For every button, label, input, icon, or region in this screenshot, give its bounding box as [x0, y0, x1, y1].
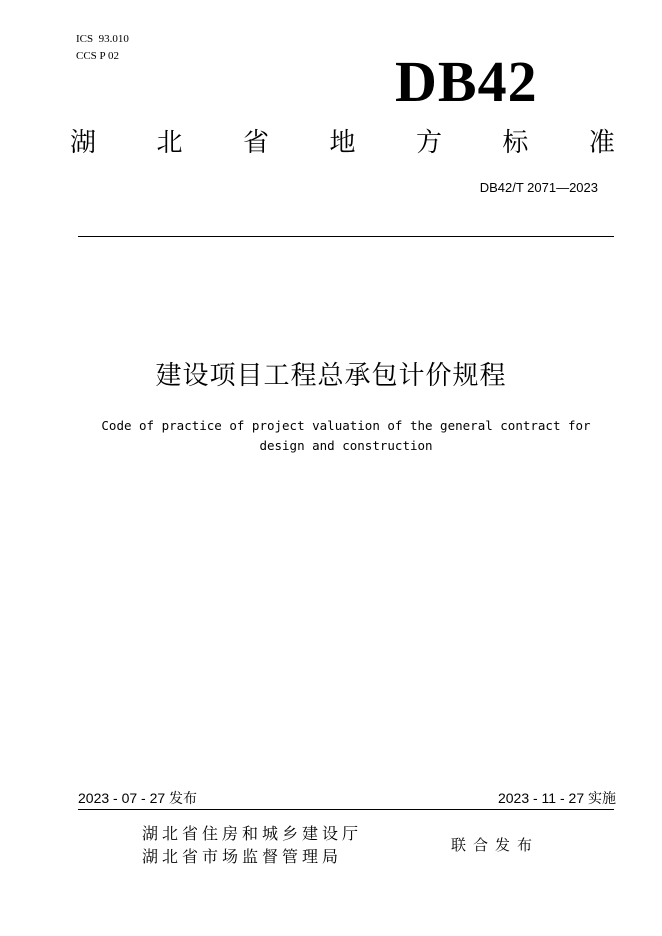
bottom-divider: [78, 809, 614, 810]
joint-issue-label: 联合发布: [451, 836, 540, 854]
db-standard-code: DB42: [395, 49, 538, 114]
standard-type-char: 方: [415, 128, 442, 158]
standard-type-char: 北: [156, 128, 183, 158]
standard-type-char: 准: [588, 128, 615, 158]
document-title-english: Code of practice of project valuation of the general contract for design and construction: [101, 418, 591, 453]
standard-number: DB42/T 2071—2023: [479, 180, 598, 195]
standard-type-char: 湖: [70, 128, 97, 158]
ccs-code: CCS P 02: [76, 50, 120, 62]
top-divider: [78, 236, 614, 237]
issuer-housing-department: 湖北省住房和城乡建设厅: [142, 824, 363, 843]
document-title-chinese: 建设项目工程总承包计价规程: [155, 361, 507, 391]
standard-type-char: 标: [502, 128, 529, 158]
implementation-date: 2023 - 11 - 27 实施: [497, 790, 616, 806]
ics-code: ICS 93.010: [76, 33, 129, 45]
standard-type-heading: [70, 126, 615, 160]
standard-type-char: 地: [329, 128, 356, 158]
issue-date: 2023 - 07 - 27 发布: [78, 790, 198, 806]
issuer-market-regulation-bureau: 湖北省市场监督管理局: [142, 847, 343, 866]
standard-type-char: 省: [242, 128, 269, 158]
